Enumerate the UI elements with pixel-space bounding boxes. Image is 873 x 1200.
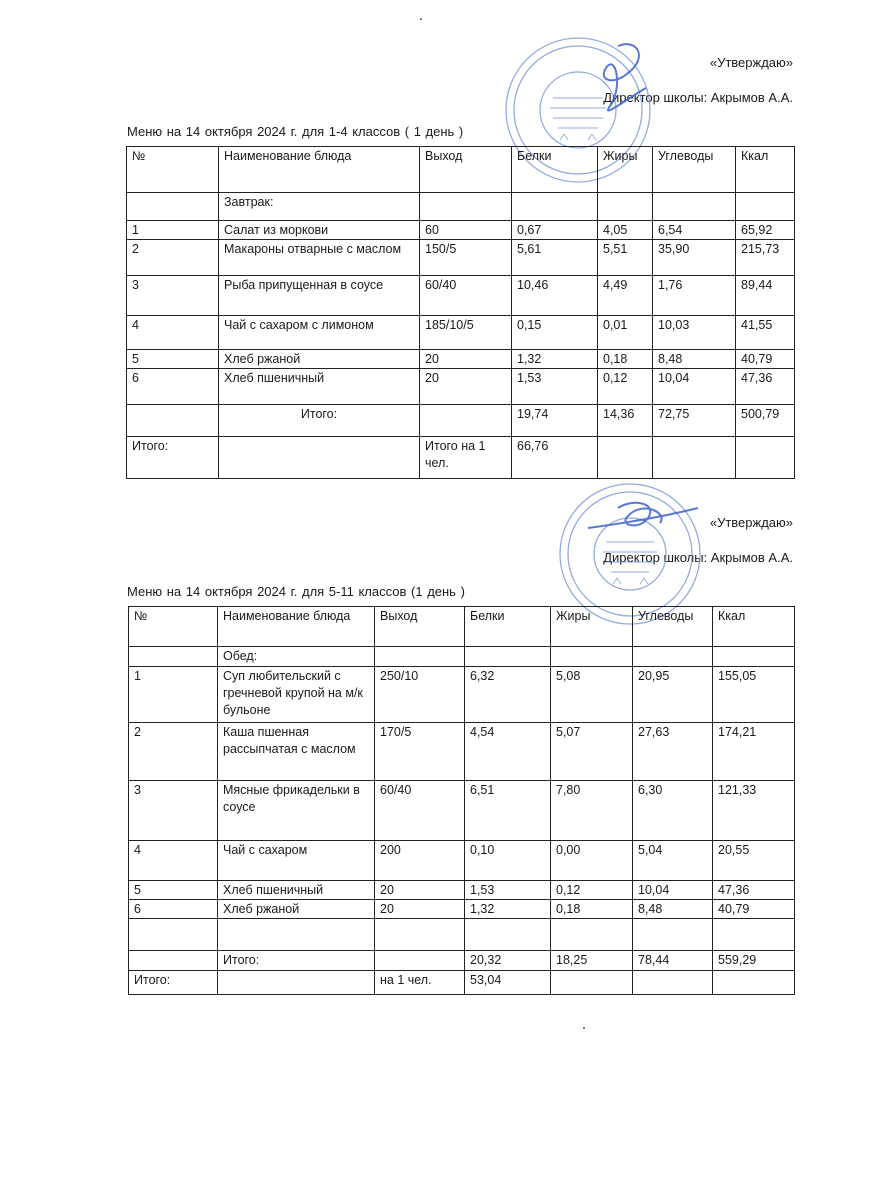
per-person-text: Итого на 1 чел. (420, 437, 512, 479)
per-person-label: Итого: (127, 437, 219, 479)
cell-yield: 185/10/5 (420, 316, 512, 350)
header-cell: Наименование блюда (219, 147, 420, 193)
cell-dish: Хлеб пшеничный (218, 881, 375, 900)
cell-fat: 7,80 (551, 781, 633, 841)
cell-num: 2 (127, 240, 219, 276)
cell-fat: 0,12 (598, 369, 653, 405)
cell-fat: 0,00 (551, 841, 633, 881)
cell-carbs: 10,03 (653, 316, 736, 350)
cell-carbs: 10,04 (653, 369, 736, 405)
header-cell: Наименование блюда (218, 607, 375, 647)
menu-title-1: Меню на 14 октября 2024 г. для 1-4 классов ( 1 день ) (127, 124, 464, 139)
cell-num: 1 (127, 221, 219, 240)
cell-num: 2 (129, 723, 218, 781)
section-label: Обед: (218, 647, 375, 667)
header-cell: Белки (465, 607, 551, 647)
cell-kcal: 47,36 (713, 881, 795, 900)
cell-carbs: 27,63 (633, 723, 713, 781)
director-line-2: Директор школы: Акрымов А.А. (603, 550, 793, 565)
header-cell: Углеводы (653, 147, 736, 193)
cell-protein: 6,32 (465, 667, 551, 723)
total-carbs: 78,44 (633, 951, 713, 971)
table-row (127, 221, 795, 240)
cell-kcal: 89,44 (736, 276, 795, 316)
total-fat: 18,25 (551, 951, 633, 971)
total-label: Итого: (218, 951, 375, 971)
table-row (129, 841, 795, 881)
per-person-value: 66,76 (512, 437, 598, 479)
cell-kcal: 65,92 (736, 221, 795, 240)
section-row (129, 647, 795, 667)
cell-kcal: 40,79 (736, 350, 795, 369)
cell-carbs: 5,04 (633, 841, 713, 881)
per-person-row (129, 971, 795, 995)
cell-fat: 5,08 (551, 667, 633, 723)
cell-protein: 5,61 (512, 240, 598, 276)
cell-dish: Салат из моркови (219, 221, 420, 240)
empty-row (129, 919, 795, 951)
header-cell: Белки (512, 147, 598, 193)
total-kcal: 500,79 (736, 405, 795, 437)
cell-num: 6 (129, 900, 218, 919)
cell-kcal: 121,33 (713, 781, 795, 841)
cell-num: 4 (129, 841, 218, 881)
total-fat: 14,36 (598, 405, 653, 437)
total-kcal: 559,29 (713, 951, 795, 971)
header-cell: № (127, 147, 219, 193)
scan-speck (583, 1027, 585, 1029)
cell-protein: 4,54 (465, 723, 551, 781)
cell-protein: 0,15 (512, 316, 598, 350)
cell-fat: 0,18 (598, 350, 653, 369)
table-row (129, 781, 795, 841)
cell-kcal: 40,79 (713, 900, 795, 919)
cell-carbs: 10,04 (633, 881, 713, 900)
table-row (127, 350, 795, 369)
total-protein: 19,74 (512, 405, 598, 437)
cell-dish: Мясные фрикадельки в соусе (218, 781, 375, 841)
cell-fat: 5,07 (551, 723, 633, 781)
header-cell: Ккал (713, 607, 795, 647)
cell-fat: 4,05 (598, 221, 653, 240)
menu-table-2 (128, 606, 795, 995)
approve-label-2: «Утверждаю» (709, 515, 793, 530)
cell-yield: 250/10 (375, 667, 465, 723)
cell-yield: 60 (420, 221, 512, 240)
cell-yield: 200 (375, 841, 465, 881)
cell-fat: 5,51 (598, 240, 653, 276)
cell-protein: 0,67 (512, 221, 598, 240)
cell-dish: Каша пшенная рассыпчатая с маслом (218, 723, 375, 781)
table-row (127, 240, 795, 276)
cell-dish: Суп любительский с гречневой крупой на м/к бульоне (218, 667, 375, 723)
menu-table-1 (126, 146, 795, 479)
header-cell: Выход (420, 147, 512, 193)
header-cell: № (129, 607, 218, 647)
table-header-row (127, 147, 795, 193)
per-person-value: 53,04 (465, 971, 551, 995)
per-person-text: на 1 чел. (375, 971, 465, 995)
cell-carbs: 1,76 (653, 276, 736, 316)
cell-protein: 1,32 (512, 350, 598, 369)
header-cell: Ккал (736, 147, 795, 193)
section-label: Завтрак: (219, 193, 420, 221)
cell-num: 3 (127, 276, 219, 316)
scan-speck (420, 18, 422, 20)
cell-kcal: 155,05 (713, 667, 795, 723)
cell-kcal: 174,21 (713, 723, 795, 781)
table-row (129, 881, 795, 900)
cell-dish: Хлеб ржаной (219, 350, 420, 369)
cell-yield: 20 (420, 350, 512, 369)
table-row (127, 369, 795, 405)
cell-kcal: 41,55 (736, 316, 795, 350)
header-cell: Жиры (598, 147, 653, 193)
cell-num: 1 (129, 667, 218, 723)
menu-title-2: Меню на 14 октября 2024 г. для 5-11 классов (1 день ) (127, 584, 465, 599)
cell-protein: 6,51 (465, 781, 551, 841)
cell-dish: Хлеб ржаной (218, 900, 375, 919)
cell-num: 6 (127, 369, 219, 405)
cell-yield: 170/5 (375, 723, 465, 781)
cell-dish: Хлеб пшеничный (219, 369, 420, 405)
cell-yield: 20 (375, 881, 465, 900)
total-row (127, 405, 795, 437)
cell-num: 5 (129, 881, 218, 900)
total-row (129, 951, 795, 971)
cell-protein: 1,53 (465, 881, 551, 900)
cell-carbs: 35,90 (653, 240, 736, 276)
director-line-1: Директор школы: Акрымов А.А. (603, 90, 793, 105)
cell-carbs: 20,95 (633, 667, 713, 723)
cell-carbs: 8,48 (633, 900, 713, 919)
cell-yield: 150/5 (420, 240, 512, 276)
per-person-row (127, 437, 795, 479)
cell-fat: 4,49 (598, 276, 653, 316)
table-row (127, 316, 795, 350)
header-cell: Жиры (551, 607, 633, 647)
cell-yield: 60/40 (375, 781, 465, 841)
cell-carbs: 6,30 (633, 781, 713, 841)
cell-fat: 0,18 (551, 900, 633, 919)
cell-protein: 1,32 (465, 900, 551, 919)
cell-yield: 20 (375, 900, 465, 919)
cell-dish: Рыба припущенная в соусе (219, 276, 420, 316)
table-row (129, 723, 795, 781)
total-carbs: 72,75 (653, 405, 736, 437)
cell-yield: 20 (420, 369, 512, 405)
header-cell: Углеводы (633, 607, 713, 647)
total-label: Итого: (219, 405, 420, 437)
table-header-row (129, 607, 795, 647)
approve-label-1: «Утверждаю» (709, 55, 793, 70)
cell-dish: Чай с сахаром с лимоном (219, 316, 420, 350)
cell-fat: 0,01 (598, 316, 653, 350)
cell-protein: 1,53 (512, 369, 598, 405)
cell-num: 4 (127, 316, 219, 350)
cell-carbs: 6,54 (653, 221, 736, 240)
section-row (127, 193, 795, 221)
cell-dish: Макароны отварные с маслом (219, 240, 420, 276)
cell-dish: Чай с сахаром (218, 841, 375, 881)
table-row (129, 900, 795, 919)
cell-num: 5 (127, 350, 219, 369)
cell-fat: 0,12 (551, 881, 633, 900)
per-person-label: Итого: (129, 971, 218, 995)
cell-kcal: 47,36 (736, 369, 795, 405)
cell-protein: 0,10 (465, 841, 551, 881)
cell-protein: 10,46 (512, 276, 598, 316)
cell-carbs: 8,48 (653, 350, 736, 369)
header-cell: Выход (375, 607, 465, 647)
total-protein: 20,32 (465, 951, 551, 971)
table-row (129, 667, 795, 723)
cell-num: 3 (129, 781, 218, 841)
cell-yield: 60/40 (420, 276, 512, 316)
cell-kcal: 20,55 (713, 841, 795, 881)
table-row (127, 276, 795, 316)
cell-kcal: 215,73 (736, 240, 795, 276)
